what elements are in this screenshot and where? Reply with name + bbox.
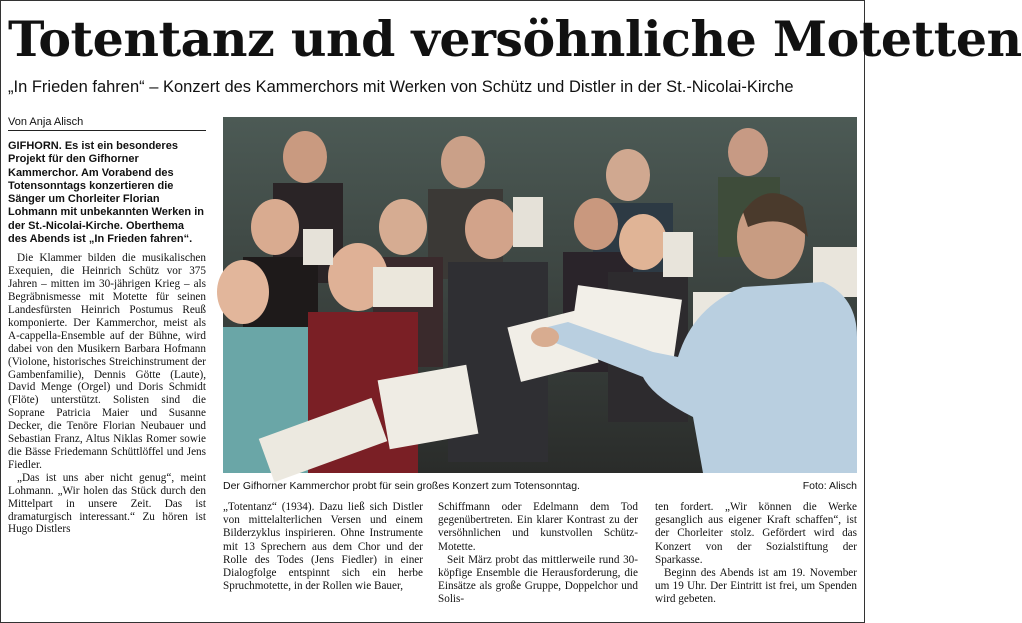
choir-photo (223, 117, 857, 473)
body-paragraph: Die Klammer bilden die musikalischen Exequien, die Heinrich Schütz vor 375 Jahren – mitten im 30-jährigen Krieg – als Begräbnismesse mit Motette für seinen Landesfürsten Heinrich Postumus Reuß komponierte. Der Kammerchor, meist als A-cappella-Ensemble auf der Bühne, wird dabei von den Musikern Barbara Hofmann (Violone, historisches Streichinstrument der Gambenfamilie), Dennis Götte (Laute), David Menge (Orgel) und Doris Schmidt (Flöte) unterstützt. Solisten sind die Soprane Patricia Maier und Susanne Decker, die Tenöre Florian Neubauer und Sebastian Franz, Altus Niklas Romer sowie die Bässe Friedemann Schüttlöffel und Jens Fiedler. (8, 252, 206, 471)
text-column-4 (655, 501, 857, 607)
body-paragraph: Beginn des Abends ist am 19. November um 19 Uhr. Der Eintritt ist frei, um Spenden wird gebeten. (655, 567, 857, 606)
body-paragraph: „Das ist uns aber nicht genug“, meint Lohmann. „Wir holen das Stück durch den Mittelpart in unsere Zeit. Das ist dramaturgisch interessant.“ Zu hören ist Hugo Distlers (8, 471, 206, 536)
photo-caption (223, 480, 857, 492)
lead-paragraph: GIFHORN. Es ist ein besonderes Projekt für den Gifhorner Kammerchor. Am Vorabend des Totensonntags konzertieren die Sänger um Chorleiter Florian Lohmann mit unbekannten Werken in der St.-Nicolai-Kirche. Oberthema des Abends ist „In Frieden fahren“. (8, 140, 204, 246)
body-paragraph: „Totentanz“ (1934). Dazu ließ sich Distler von mittelalterlichen Versen und einem Bilderzyklus inspirieren. Ohne Instrumente mit 13 Sprechern aus dem Chor und der Rolle des Todes (Jens Fiedler) in einer Dialogfolge entspinnt sich ein herbe Spruchmotette, in der Rollen wie Bauer, (223, 501, 423, 593)
text-column-2 (223, 501, 423, 593)
caption-text: Der Gifhorner Kammerchor probt für sein großes Konzert zum Totensonntag. (223, 480, 580, 492)
choir-photo-illustration (223, 117, 857, 473)
byline: Von Anja Alisch (8, 116, 206, 131)
headline: Totentanz und versöhnliche Motetten (8, 10, 1022, 68)
photo-credit: Foto: Alisch (802, 480, 857, 492)
body-paragraph: Seit März probt das mittlerweile rund 30-köpfige Ensemble die Herausforderung, die Einsätze als große Gruppe, Doppelchor und Solis- (438, 553, 638, 606)
text-column-1 (8, 140, 206, 536)
body-paragraph: Schiffmann oder Edelmann dem Tod gegenübertreten. Ein klarer Kontrast zu der versöhnlichen und kunstvollen Schütz-Motette. (438, 501, 638, 553)
subheadline: „In Frieden fahren“ – Konzert des Kammerchors mit Werken von Schütz und Distler in der St.-Nicolai-Kirche (8, 78, 794, 96)
text-column-3 (438, 501, 638, 607)
body-paragraph: ten fordert. „Wir können die Werke gesanglich aus eigener Kraft schaffen“, ist der Chorleiter stolz. Gefördert wird das Konzert von der Sozialstiftung der Sparkasse. (655, 501, 857, 566)
